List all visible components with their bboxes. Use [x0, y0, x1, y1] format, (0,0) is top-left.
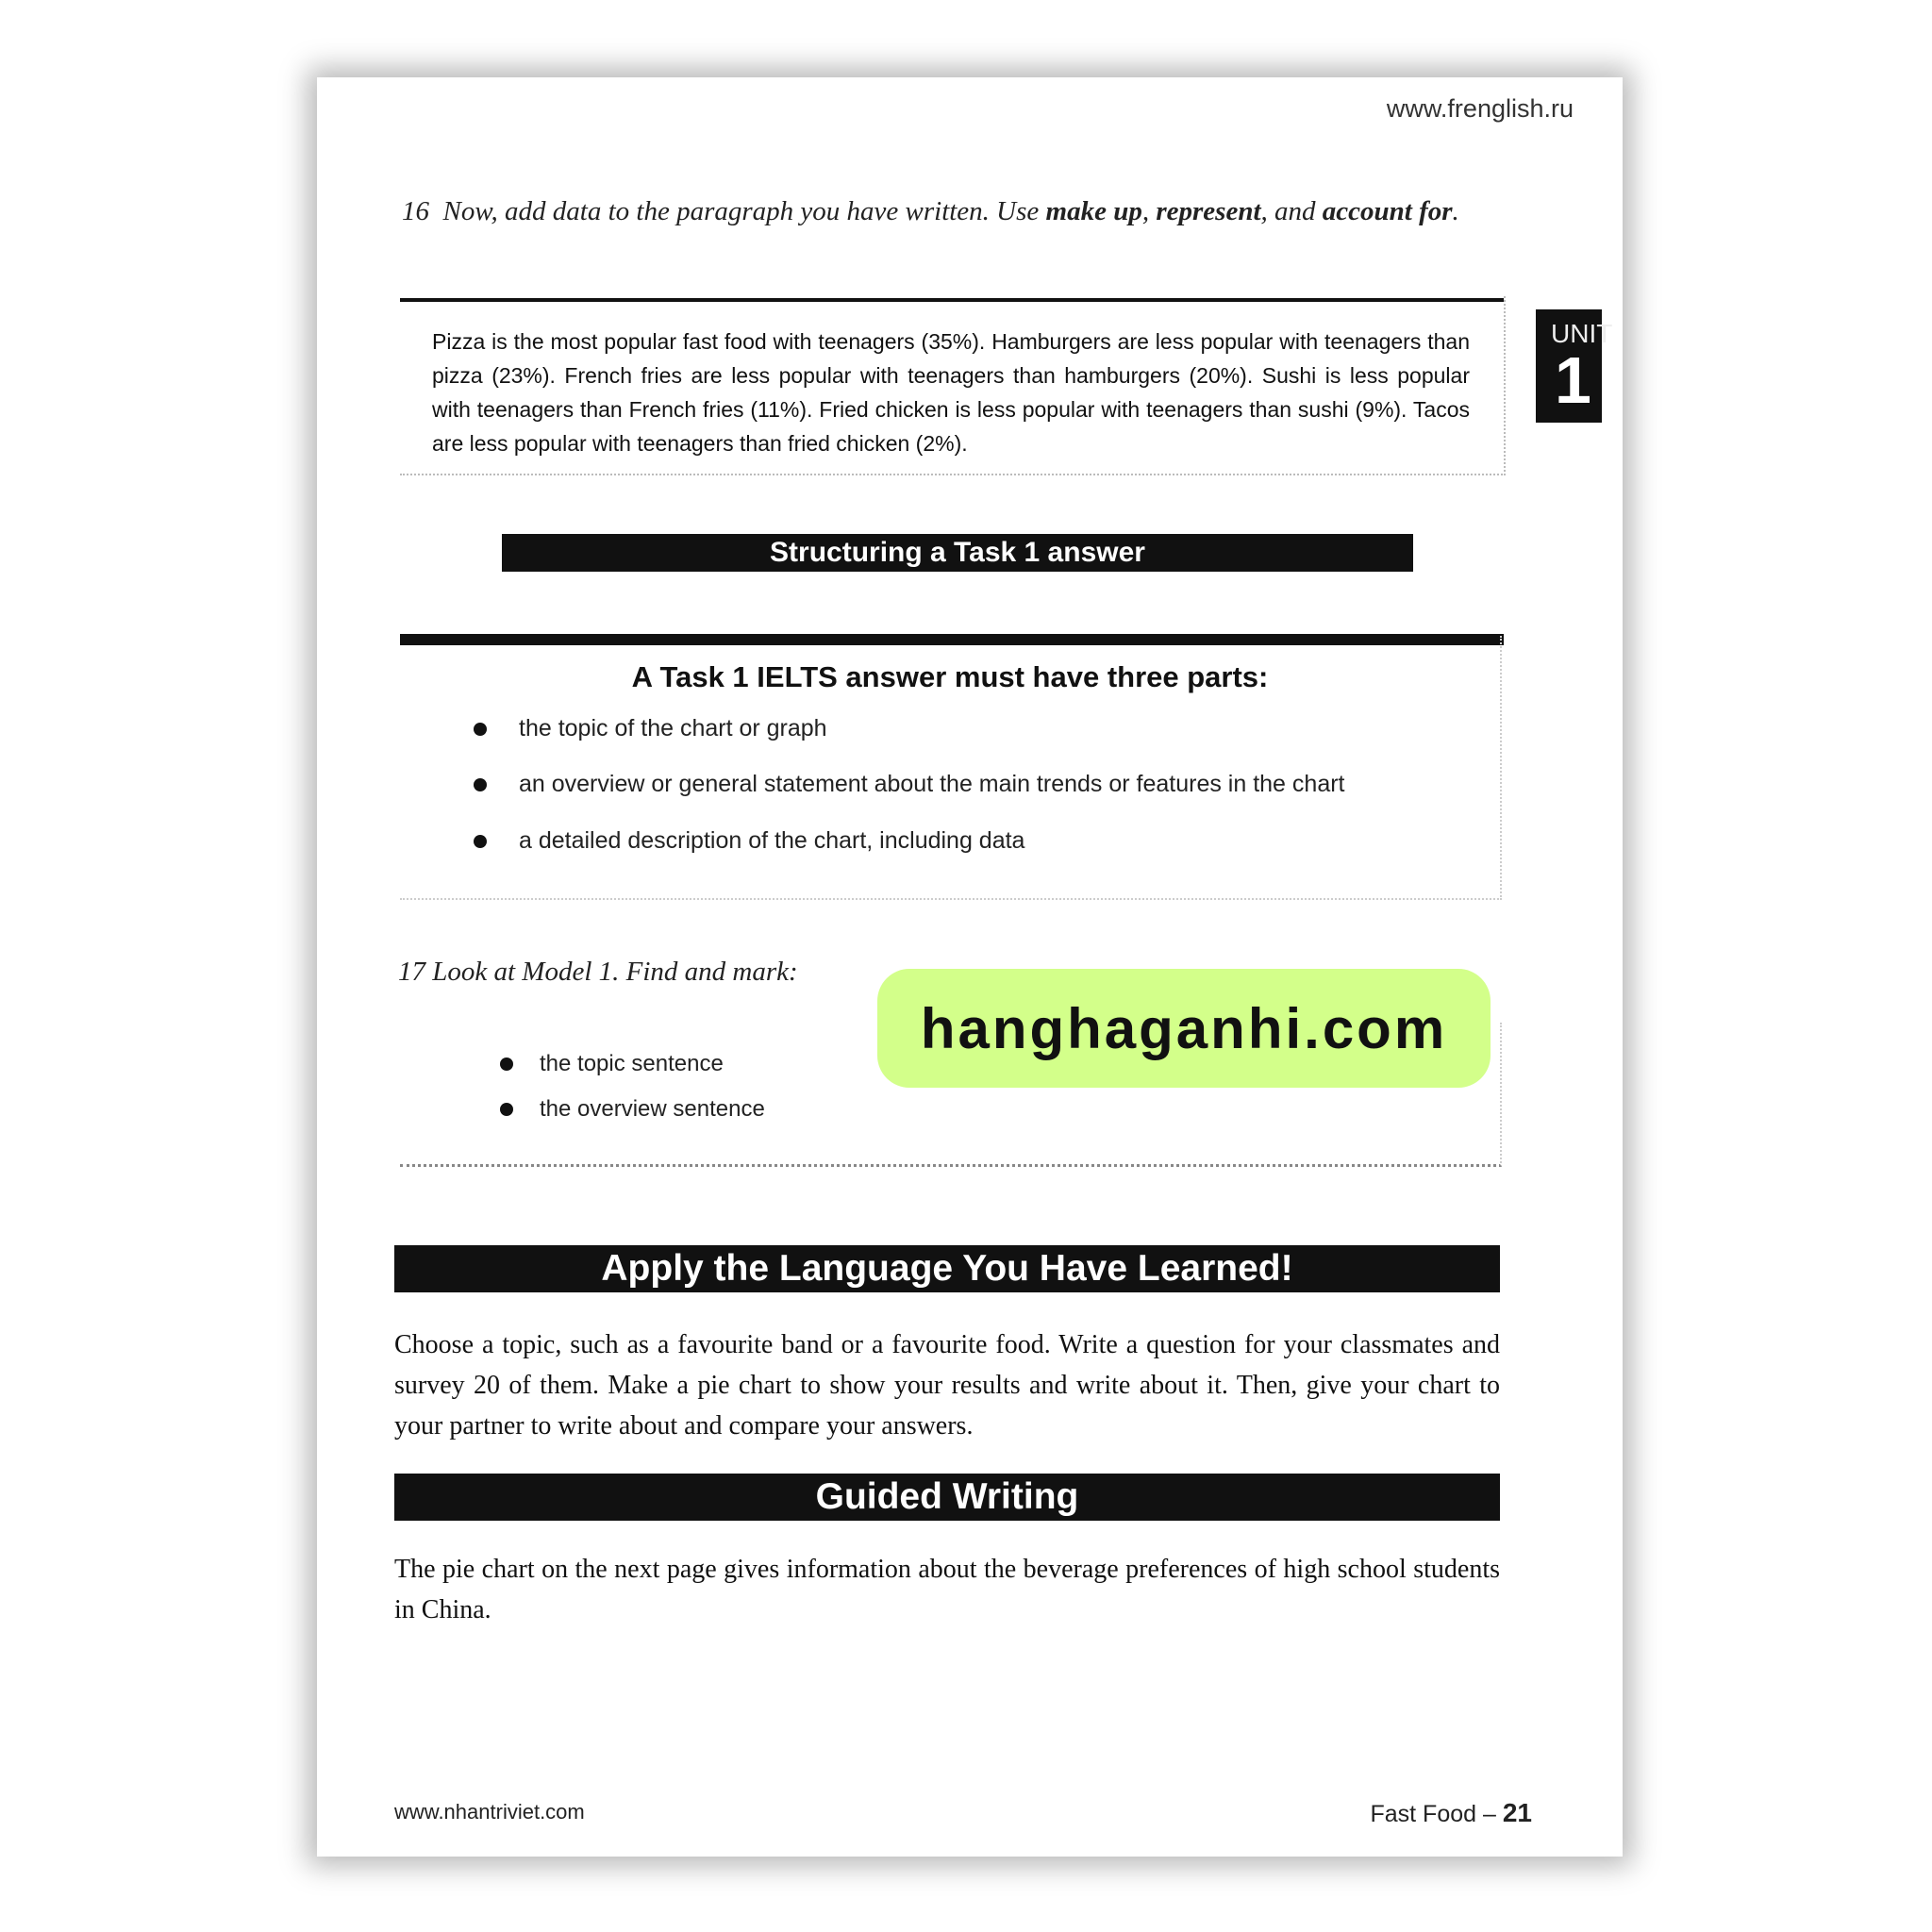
exercise-16-instruction [402, 196, 1459, 227]
guided-writing-text: The pie chart on the next page gives information about the beverage preferences of high school students in China. [394, 1555, 1500, 1624]
keyword-represent: represent [1156, 196, 1261, 226]
list-item-text: the topic of the chart or graph [519, 715, 827, 741]
bullet-icon [500, 1103, 513, 1116]
bullet-icon [500, 1058, 513, 1071]
list-item [474, 715, 827, 742]
keyword-account-for: account for [1322, 196, 1453, 226]
exercise-number: 16 [402, 196, 429, 226]
unit-number: 1 [1555, 343, 1591, 417]
list-item [474, 827, 1024, 855]
bullet-icon [474, 835, 487, 848]
list-item-text: the topic sentence [540, 1051, 724, 1076]
list-item [474, 771, 1345, 798]
list-item-text: a detailed description of the chart, including data [519, 827, 1025, 854]
separator: – [1476, 1801, 1503, 1827]
chapter-name: Fast Food [1370, 1801, 1477, 1827]
book-page [317, 77, 1623, 1857]
unit-label: UNIT [1551, 319, 1613, 348]
period: . [1452, 196, 1459, 226]
bullet-icon [474, 778, 487, 791]
list-item [500, 1096, 765, 1123]
section-heading-guided: Guided Writing [394, 1474, 1500, 1521]
bullet-icon [474, 723, 487, 736]
unit-tab [1536, 309, 1613, 423]
list-item-text: the overview sentence [540, 1096, 765, 1122]
list-item [500, 1051, 724, 1077]
exercise-17-instruction: 17 Look at Model 1. Find and mark: [398, 957, 798, 987]
footer-page-info [1370, 1798, 1532, 1828]
header-site-url: www.frenglish.ru [1386, 94, 1574, 123]
keyword-make-up: make up [1045, 196, 1142, 226]
answer-paragraph: Pizza is the most popular fast food with teenagers (35%). Hamburgers are less popular with teenagers than pizza (23%). French fries are less popular with teenagers than hamburgers (20%). Sushi is less popular with teenagers than French fries (11%). Fried chicken is less popular with teenagers than sushi (9%). Tacos are less popular with teenagers than fried chicken (2%). [432, 329, 1470, 456]
section-heading-structuring: Structuring a Task 1 answer [502, 534, 1413, 572]
instruction-text: Now, add data to the paragraph you have written. Use [442, 196, 1046, 226]
list-item-text: an overview or general statement about the main trends or features in the chart [519, 771, 1345, 797]
apply-instructions: Choose a topic, such as a favourite band or a favourite food. Write a question for your classmates and survey 20 of them. Make a pie chart to show your results and write about it. Then, give your chart to your partner to write about and compare your answers. [394, 1330, 1500, 1441]
page-number: 21 [1502, 1798, 1532, 1827]
parts-heading: A Task 1 IELTS answer must have three parts: [631, 660, 1269, 693]
section-heading-apply: Apply the Language You Have Learned! [394, 1245, 1500, 1292]
watermark-badge: hanghaganhi.com [877, 969, 1491, 1088]
separator: , [1141, 196, 1157, 226]
footer-site-url: www.nhantriviet.com [394, 1800, 585, 1824]
separator: , and [1260, 196, 1323, 226]
